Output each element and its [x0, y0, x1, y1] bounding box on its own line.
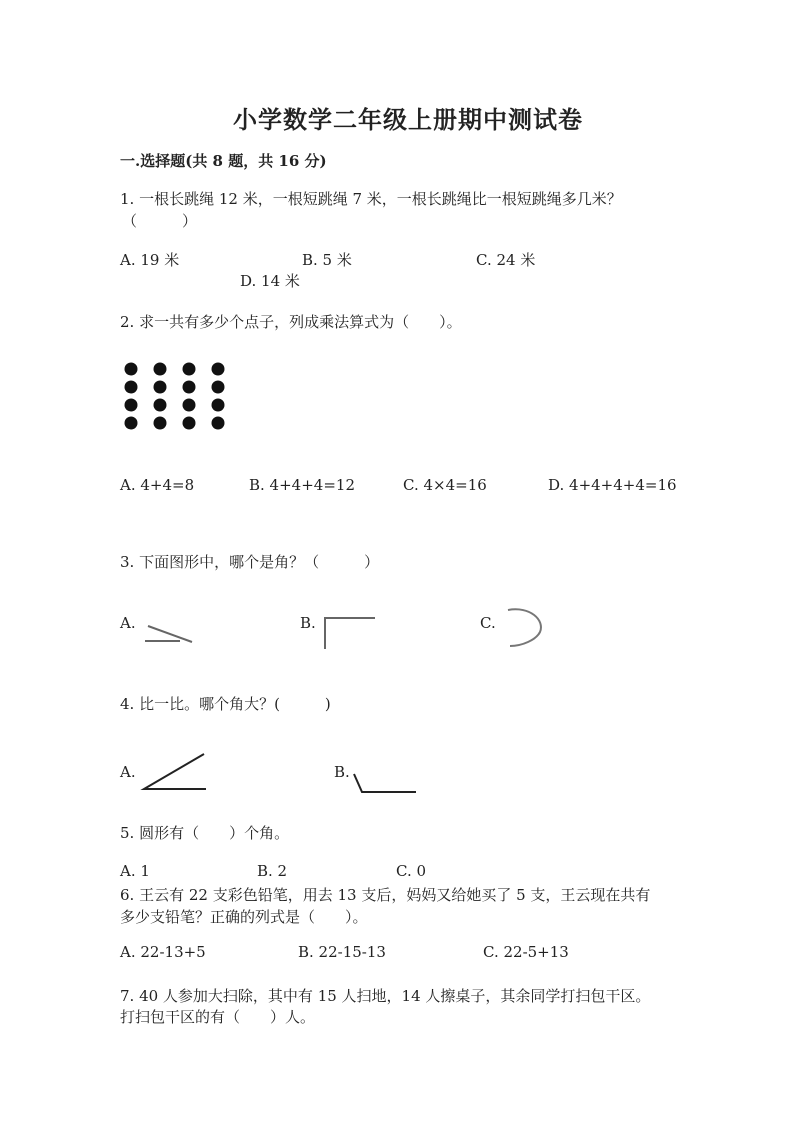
dot [183, 381, 196, 394]
dot [183, 417, 196, 430]
q5-option-a[interactable]: A. 1 [120, 862, 150, 880]
question-7-text: 7. 40 人参加大扫除，其中有 15 人扫地，14 人擦桌子，其余同学打扫包干区。 [120, 987, 651, 1005]
q3-option-a[interactable]: A. [120, 614, 136, 632]
q1-option-d[interactable]: D. 14 米 [240, 272, 300, 290]
q3-option-c[interactable]: C. [480, 614, 496, 632]
question-4-text: 4. 比一比。哪个角大？( ) [120, 695, 331, 713]
dot [212, 381, 225, 394]
question-2-text: 2. 求一共有多少个点子，列成乘法算式为（ ）。 [120, 313, 462, 331]
dot [183, 363, 196, 376]
q3-option-b[interactable]: B. [300, 614, 316, 632]
q5-option-c[interactable]: C. 0 [396, 862, 427, 880]
dot [212, 399, 225, 412]
q4-figure-b [350, 770, 420, 798]
q2-option-d[interactable]: D. 4+4+4+4=16 [548, 476, 677, 494]
page-title: 小学数学二年级上册期中测试卷 [233, 105, 583, 134]
dot [154, 381, 167, 394]
question-5-text: 5. 圆形有（ ）个角。 [120, 824, 290, 842]
dot [125, 399, 138, 412]
q2-option-a[interactable]: A. 4+4=8 [120, 476, 195, 494]
question-1-blank: （ ） [122, 212, 198, 230]
q2-option-c[interactable]: C. 4×4=16 [403, 476, 487, 494]
dot [125, 417, 138, 430]
q4-option-a[interactable]: A. [120, 763, 136, 781]
q1-option-b[interactable]: B. 5 米 [302, 251, 352, 269]
question-6-text: 6. 王云有 22 支彩色铅笔，用去 13 支后，妈妈又给她买了 5 支，王云现在共有 [120, 886, 651, 904]
q4-option-b[interactable]: B. [334, 763, 350, 781]
dot [125, 363, 138, 376]
dot [212, 363, 225, 376]
q3-figure-c [500, 604, 550, 650]
q3-figure-a [140, 618, 200, 648]
dot [154, 363, 167, 376]
q1-option-c[interactable]: C. 24 米 [476, 251, 536, 269]
q4-figure-a [140, 750, 210, 794]
section-heading: 一.选择题(共 8 题，共 16 分) [120, 152, 327, 170]
q1-option-a[interactable]: A. 19 米 [120, 251, 180, 269]
q6-option-c[interactable]: C. 22-5+13 [483, 943, 569, 961]
dot [154, 399, 167, 412]
question-7-text-line2: 打扫包干区的有（ ）人。 [120, 1008, 316, 1026]
q6-option-b[interactable]: B. 22-15-13 [298, 943, 386, 961]
dot [212, 417, 225, 430]
q5-option-b[interactable]: B. 2 [257, 862, 288, 880]
q2-option-b[interactable]: B. 4+4+4=12 [249, 476, 355, 494]
question-1-text: 1. 一根长跳绳 12 米，一根短跳绳 7 米，一根长跳绳比一根短跳绳多几米？ [120, 190, 622, 208]
dot [125, 381, 138, 394]
q3-figure-b [320, 612, 380, 652]
dot [154, 417, 167, 430]
question-6-text-line2: 多少支铅笔？正确的列式是（ ）。 [120, 908, 368, 926]
question-3-text: 3. 下面图形中，哪个是角？（ ） [120, 553, 380, 571]
dot [183, 399, 196, 412]
q6-option-a[interactable]: A. 22-13+5 [120, 943, 206, 961]
